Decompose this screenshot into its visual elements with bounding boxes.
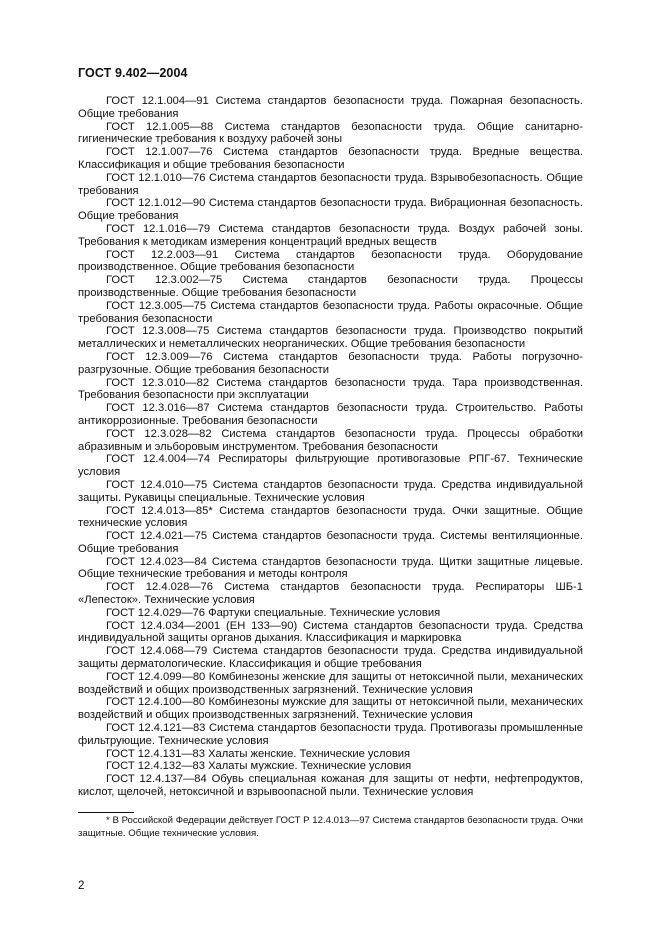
reference-entry: ГОСТ 12.4.100—80 Комбинезоны мужские для защиты от нетоксичной пыли, механических воздействий и общих производственных загрязнений. Технические условия xyxy=(78,696,583,722)
footnote: * В Российской Федерации действует ГОСТ Р 12.4.013—97 Система стандартов безопасности труда. Очки защитные. Общие технические условия. xyxy=(78,815,583,839)
reference-entry: ГОСТ 12.3.002—75 Система стандартов безопасности труда. Процессы производственные. Общие требования безопасности xyxy=(78,274,583,299)
reference-entry: ГОСТ 12.1.004—91 Система стандартов безопасности труда. Пожарная безопасность. Общие требования xyxy=(78,95,583,120)
reference-list xyxy=(78,95,583,799)
reference-entry: ГОСТ 12.4.004—74 Респираторы фильтрующие противогазовые РПГ-67. Технические условия xyxy=(78,453,583,479)
reference-entry: ГОСТ 12.1.007—76 Система стандартов безопасности труда. Вредные вещества. Классификация и общие требования безопасности xyxy=(78,146,583,171)
footnote-divider xyxy=(78,812,134,813)
reference-entry: ГОСТ 12.3.016—87 Система стандартов безопасности труда. Строительство. Работы антикоррозионные. Требования безопасности xyxy=(78,402,583,427)
reference-entry: ГОСТ 12.1.010—76 Система стандартов безопасности труда. Взрывобезопасность. Общие требования xyxy=(78,171,583,197)
reference-entry: ГОСТ 12.1.016—79 Система стандартов безопасности труда. Воздух рабочей зоны. Требования к методикам измерения концентраций вредных веществ xyxy=(78,222,583,248)
reference-entry: ГОСТ 12.4.028—76 Система стандартов безопасности труда. Респираторы ШБ-1 «Лепесток». Технические условия xyxy=(78,581,583,607)
reference-entry: ГОСТ 12.4.034—2001 (ЕН 133—90) Система стандартов безопасности труда. Средства индивидуальной защиты органов дыхания. Классификация и маркировка xyxy=(78,619,583,645)
reference-entry: ГОСТ 12.4.099—80 Комбинезоны женские для защиты от нетоксичной пыли, механических воздействий и общих производственных загрязнений. Технические условия xyxy=(78,670,583,696)
reference-entry: ГОСТ 12.4.023—84 Система стандартов безопасности труда. Щитки защитные лицевые. Общие технические требования и методы контроля xyxy=(78,555,583,581)
reference-entry: ГОСТ 12.3.028—82 Система стандартов безопасности труда. Процессы обработки абразивным и эльборовым инструментом. Требования безопасности xyxy=(78,427,583,453)
reference-entry: ГОСТ 12.1.005—88 Система стандартов безопасности труда. Общие санитарно-гигиенические требования к воздуху рабочей зоны xyxy=(78,120,583,146)
reference-entry: ГОСТ 12.3.005—75 Система стандартов безопасности труда. Работы окрасочные. Общие требования безопасности xyxy=(78,299,583,325)
document-header: ГОСТ 9.402—2004 xyxy=(78,66,188,80)
page-number: 2 xyxy=(78,880,85,892)
reference-entry: ГОСТ 12.4.068—79 Система стандартов безопасности труда. Средства индивидуальной защиты дерматологические. Классификация и общие требования xyxy=(78,645,583,671)
reference-entry: ГОСТ 12.3.008—75 Система стандартов безопасности труда. Производство покрытий металлических и неметаллических неорганических. Общие требования безопасности xyxy=(78,325,583,351)
reference-entry: ГОСТ 12.4.029—76 Фартуки специальные. Технические условия xyxy=(106,606,441,619)
reference-entry: ГОСТ 12.1.012—90 Система стандартов безопасности труда. Вибрационная безопасность. Общие требования xyxy=(78,197,583,223)
reference-entry: ГОСТ 12.4.131—83 Халаты женские. Технические условия xyxy=(106,747,411,760)
reference-entry: ГОСТ 12.4.013—85* Система стандартов безопасности труда. Очки защитные. Общие технические условия xyxy=(78,504,583,530)
reference-entry: ГОСТ 12.3.009—76 Система стандартов безопасности труда. Работы погрузочно-разгрузочные. Общие требования безопасности xyxy=(78,350,583,376)
reference-entry: ГОСТ 12.4.010—75 Система стандартов безопасности труда. Средства индивидуальной защиты. Рукавицы специальные. Технические условия xyxy=(78,478,583,504)
reference-entry: ГОСТ 12.4.132—83 Халаты мужские. Технические условия xyxy=(106,760,412,773)
reference-entry: ГОСТ 12.4.021—75 Система стандартов безопасности труда. Системы вентиляционные. Общие требования xyxy=(78,530,583,555)
reference-entry: ГОСТ 12.3.010—82 Система стандартов безопасности труда. Тара производственная. Требования безопасности при эксплуатации xyxy=(78,376,583,402)
reference-entry: ГОСТ 12.4.121—83 Система стандартов безопасности труда. Противогазы промышленные фильтрующие. Технические условия xyxy=(78,722,583,747)
reference-entry: ГОСТ 12.2.003—91 Система стандартов безопасности труда. Оборудование производственное. Общие требования безопасности xyxy=(78,248,583,274)
reference-entry: ГОСТ 12.4.137—84 Обувь специальная кожаная для защиты от нефти, нефтепродуктов, кислот, щелочей, нетоксичной и взрывоопасной пыли. Технические условия xyxy=(78,773,583,799)
